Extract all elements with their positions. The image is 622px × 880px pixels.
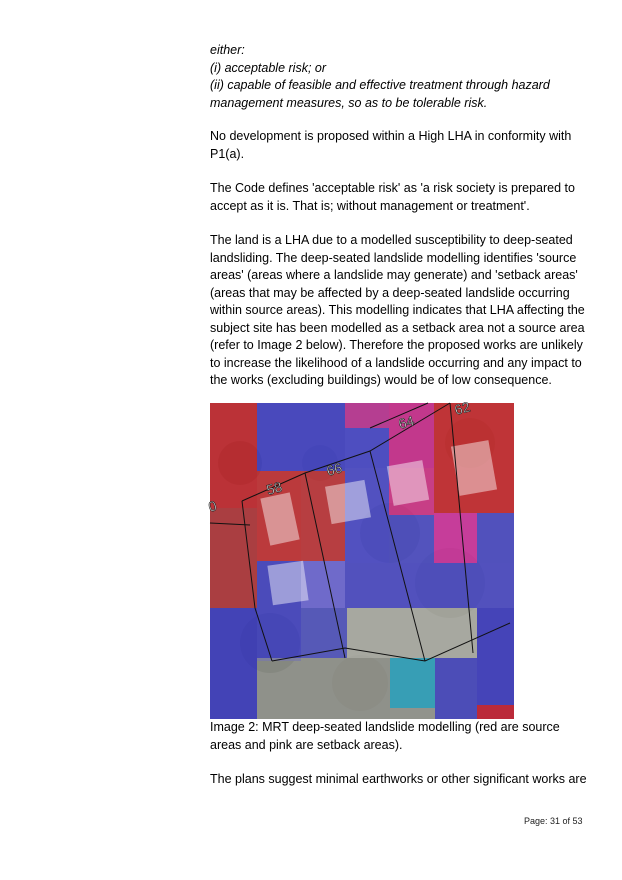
paragraph-line: subject site has been modelled as a setback area not a source area xyxy=(210,320,585,335)
image-caption xyxy=(210,719,590,754)
caption-line: Image 2: MRT deep-seated landslide modelling (red are source xyxy=(210,720,560,734)
lot-label-62: 62 xyxy=(452,398,472,418)
lot-label-58: 58 xyxy=(264,478,284,498)
landslide-model-map xyxy=(206,398,514,719)
map-image xyxy=(206,398,514,719)
intro-line: management measures, so as to be tolerable risk. xyxy=(210,95,488,110)
paragraph-line: The plans suggest minimal earthworks or other significant works are xyxy=(210,772,587,786)
paragraph-line: accept as it is. That is; without management or treatment'. xyxy=(210,198,530,213)
lot-label-0: 0 xyxy=(206,497,219,515)
paragraph-line: No development is proposed within a High LHA in conformity with xyxy=(210,129,572,143)
paragraph-line: the works (excluding buildings) would be of low consequence. xyxy=(210,373,552,387)
lot-label-66: 66 xyxy=(324,459,344,479)
paragraph-line: The land is a LHA due to a modelled susceptibility to deep-seated xyxy=(210,233,573,247)
paragraph-no-development xyxy=(210,128,588,163)
paragraph-line: (refer to Image 2 below). Therefore the proposed works are unlikely xyxy=(210,338,583,352)
paragraph-closing xyxy=(210,771,588,789)
paragraph-line: (areas that may be affected by a deep-seated landslide occurring xyxy=(210,285,570,300)
paragraph-line: areas' (areas where a landslide may generate) and 'setback areas' xyxy=(210,268,578,282)
paragraph-line: P1(a). xyxy=(210,146,245,161)
caption-line: areas and pink are setback areas). xyxy=(210,737,403,752)
paragraph-line: to increase the likelihood of a landslide occurring and any impact to xyxy=(210,355,582,370)
intro-line: (ii) capable of feasible and effective treatment through hazard xyxy=(210,78,550,92)
paragraph-lha-modelling xyxy=(210,232,588,390)
paragraph-line: within source areas). This modelling indicates that LHA affecting the xyxy=(210,303,585,317)
paragraph-line: landsliding. The deep-seated landslide modelling identifies 'source xyxy=(210,250,577,265)
lot-label-64: 64 xyxy=(396,412,416,432)
intro-line: (i) acceptable risk; or xyxy=(210,60,327,75)
intro-line: either: xyxy=(210,43,245,57)
intro-list xyxy=(210,42,595,112)
paragraph-acceptable-risk xyxy=(210,180,588,215)
page-number: Page: 31 of 53 xyxy=(524,816,583,826)
paragraph-line: The Code defines 'acceptable risk' as 'a risk society is prepared to xyxy=(210,181,575,195)
